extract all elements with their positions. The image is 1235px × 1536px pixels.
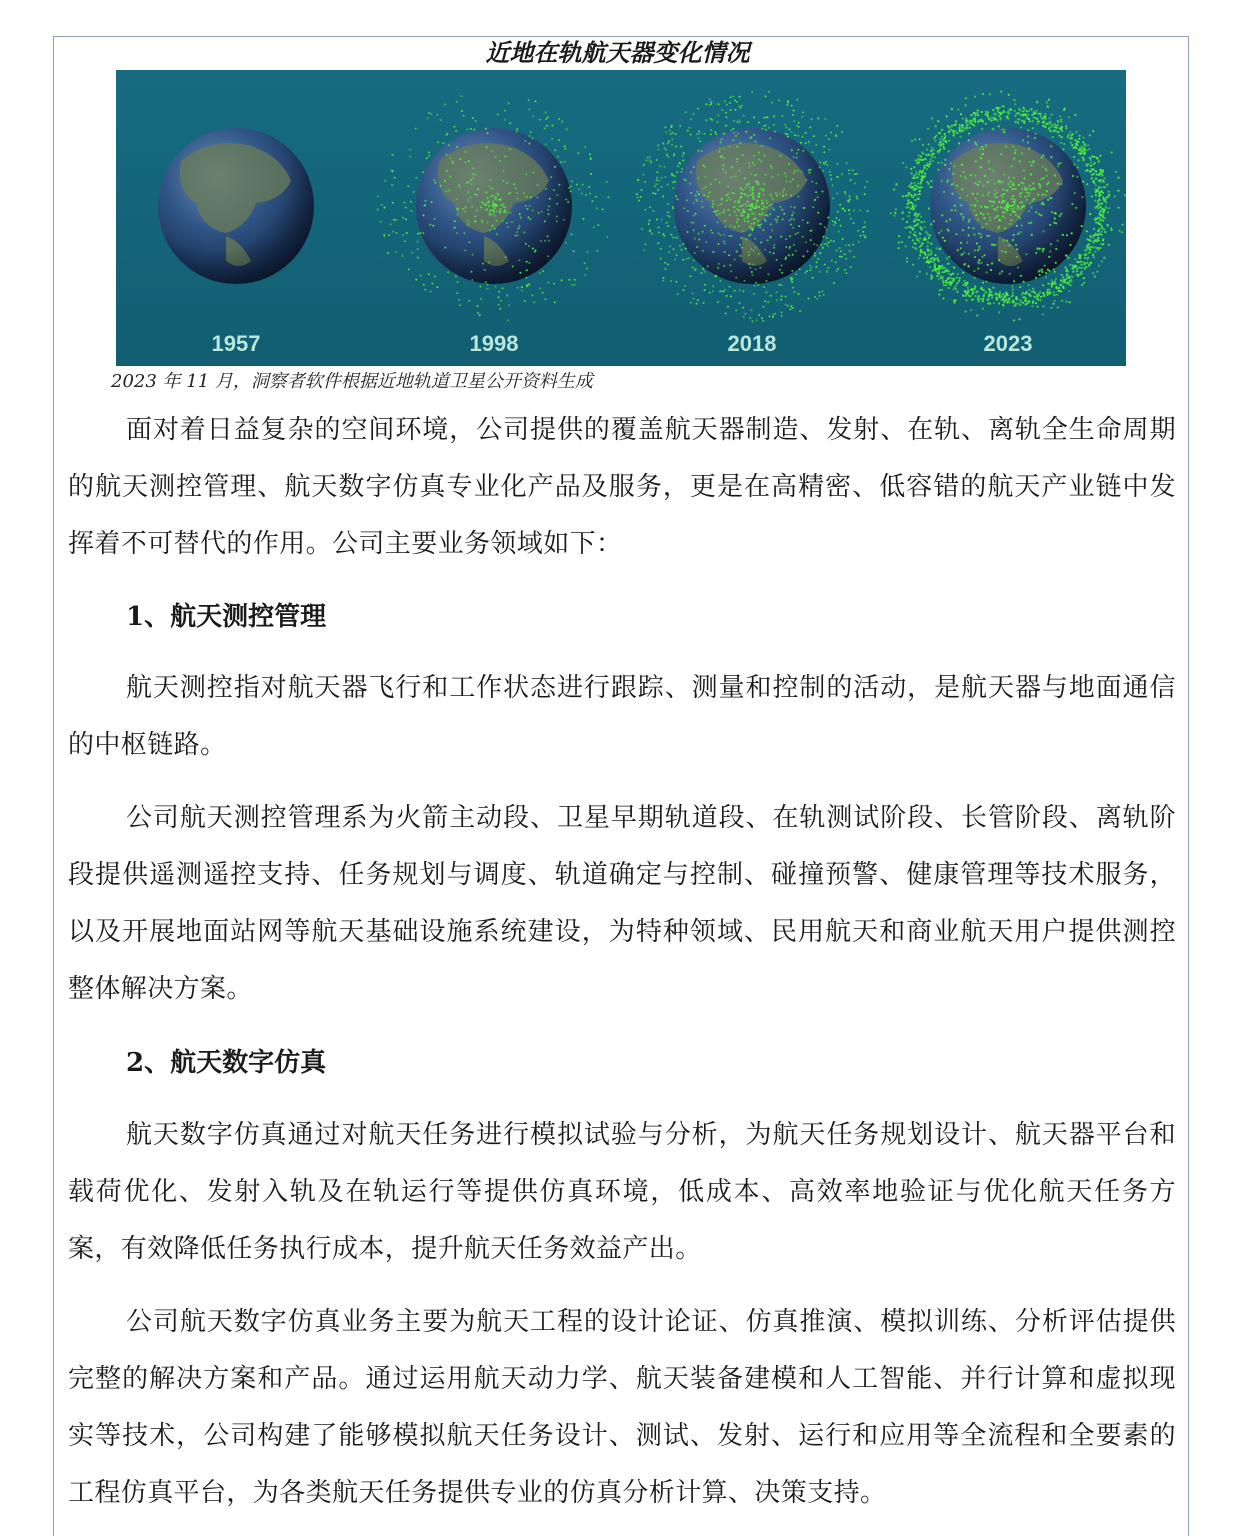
year-label-1957: 1957 xyxy=(211,331,261,356)
section1-heading-block xyxy=(68,597,1176,637)
section1-p2-block xyxy=(68,790,1176,1018)
intro-paragraph: 面对着日益复杂的空间环境，公司提供的覆盖航天器制造、发射、在轨、离轨全生命周期的航天测控管理、航天数字仿真专业化产品及服务，更是在高精密、低容错的航天产业链中发挥着不可替代的作用。公司主要业务领域如下： xyxy=(68,415,1176,559)
section1-p1-block xyxy=(68,660,1176,774)
section2-heading-block xyxy=(68,1043,1176,1083)
year-label-2023: 2023 xyxy=(983,331,1033,356)
section1-paragraph-1: 航天测控指对航天器飞行和工作状态进行跟踪、测量和控制的活动，是航天器与地面通信的中枢链路。 xyxy=(68,673,1176,760)
section2-p1-block xyxy=(68,1107,1176,1278)
section1-paragraph-2: 公司航天测控管理系为火箭主动段、卫星早期轨道段、在轨测试阶段、长管阶段、离轨阶段提供遥测遥控支持、任务规划与调度、轨道确定与控制、碰撞预警、健康管理等技术服务，以及开展地面站网等航天基础设施系统建设，为特种领域、民用航天和商业航天用户提供测控整体解决方案。 xyxy=(68,803,1176,1004)
section2-heading: 2、航天数字仿真 xyxy=(126,1048,327,1078)
year-label-2018: 2018 xyxy=(727,331,777,356)
figure-title: 近地在轨航天器变化情况 xyxy=(485,38,750,67)
section2-paragraph-2: 公司航天数字仿真业务主要为航天工程的设计论证、仿真推演、模拟训练、分析评估提供完整的解决方案和产品。通过运用航天动力学、航天装备建模和人工智能、并行计算和虚拟现实等技术，公司构建了能够模拟航天任务设计、测试、发射、运行和应用等全流程和全要素的工程仿真平台，为各类航天任务提供专业的仿真分析计算、决策支持。 xyxy=(68,1307,1176,1508)
satellite-figure xyxy=(116,70,1126,366)
section2-paragraph-1: 航天数字仿真通过对航天任务进行模拟试验与分析，为航天任务规划设计、航天器平台和载荷优化、发射入轨及在轨运行等提供仿真环境，低成本、高效率地验证与优化航天任务方案，有效降低任务执行成本，提升航天任务效益产出。 xyxy=(68,1120,1176,1264)
figure-source: 2023 年 11 月，洞察者软件根据近地轨道卫星公开资料生成 xyxy=(111,371,593,392)
section1-heading: 1、航天测控管理 xyxy=(126,602,327,632)
year-label-1998: 1998 xyxy=(469,331,519,356)
section2-p2-block xyxy=(68,1294,1176,1522)
intro-block xyxy=(68,402,1176,573)
globe-1957 xyxy=(158,128,314,284)
